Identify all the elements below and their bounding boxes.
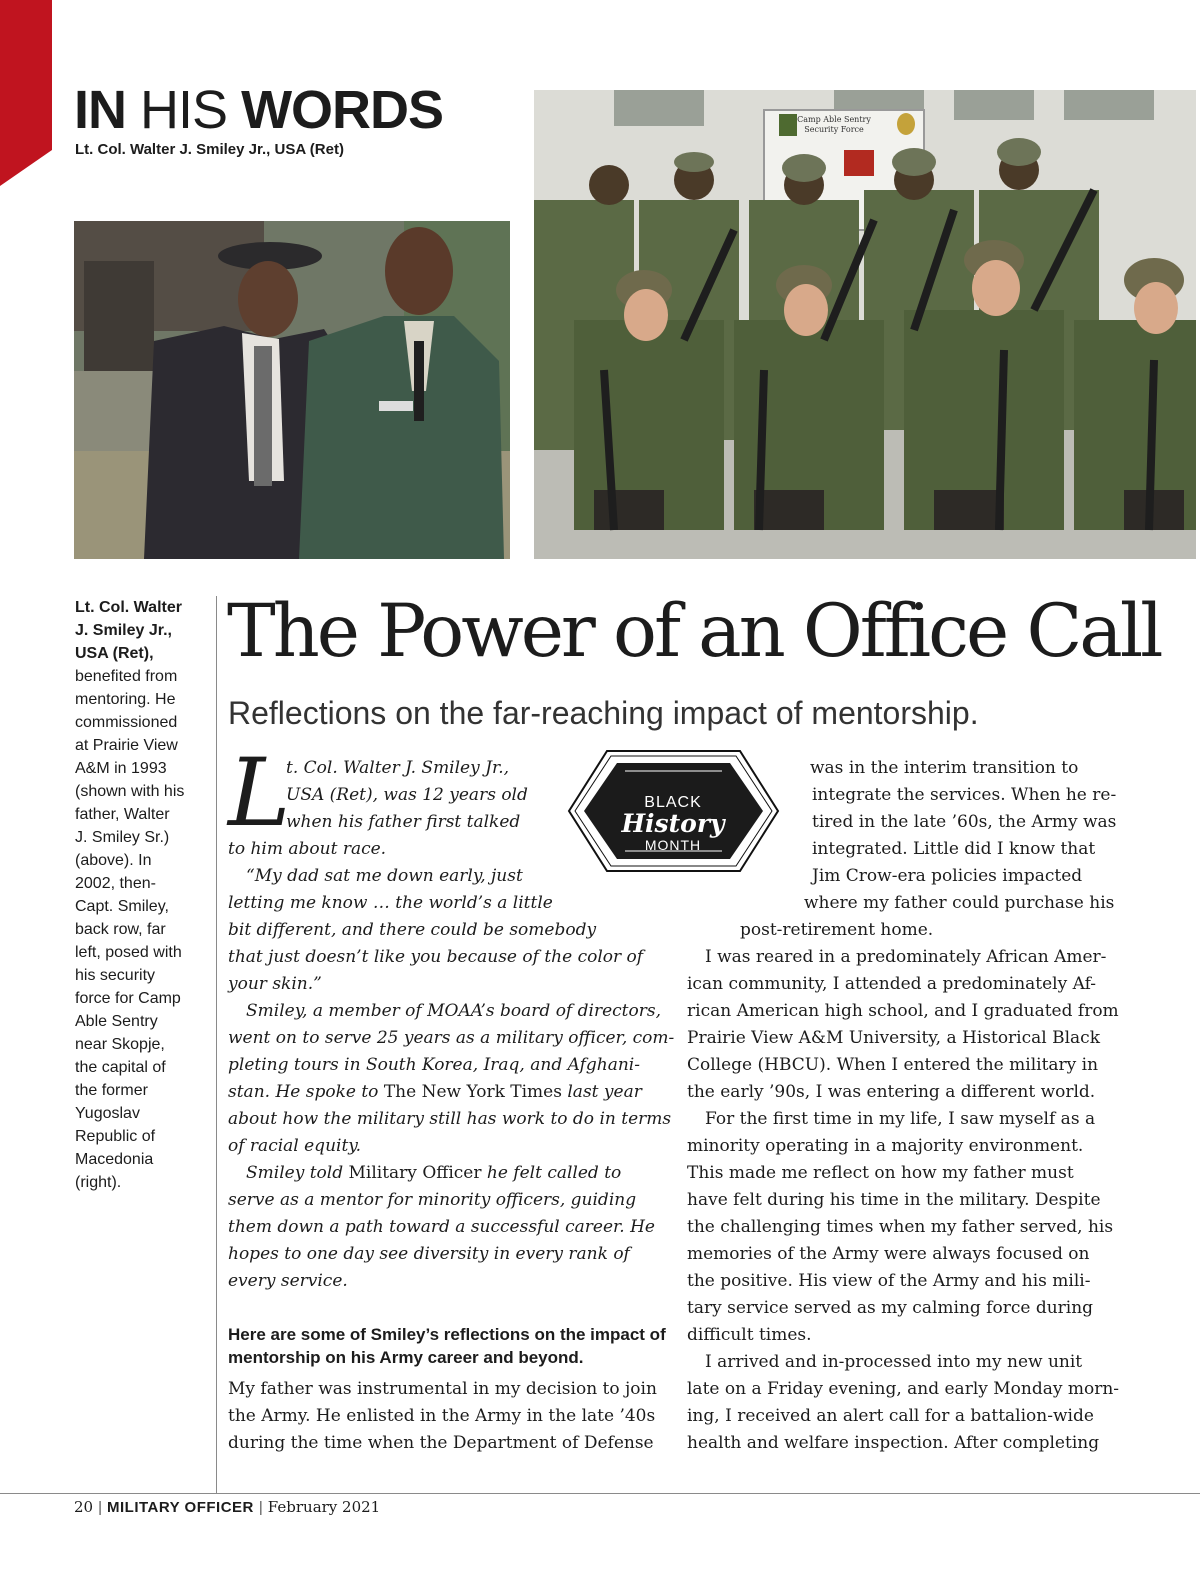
text-line: ing, I received an alert call for a battalion-wide — [687, 1406, 1094, 1426]
caption-line: Yugoslav — [75, 1105, 140, 1122]
caption-line: mentoring. He — [75, 691, 176, 708]
text-line: that just doesn’t like you because of the color of — [228, 947, 644, 967]
text-line: the challenging times when my father served, his — [687, 1217, 1114, 1237]
text-line: health and welfare inspection. After completing — [687, 1433, 1100, 1453]
caption-line: the capital of — [75, 1059, 166, 1076]
text-line: them down a path toward a successful career. He — [228, 1217, 655, 1237]
caption-line: back row, far — [75, 921, 166, 938]
caption-line: Capt. Smiley, — [75, 898, 169, 915]
text-line: bit different, and there could be somebody — [228, 920, 597, 940]
caption-line: A&M in 1993 — [75, 760, 167, 777]
caption-line: Able Sentry — [75, 1013, 158, 1030]
text-line: integrated. Little did I know that — [812, 839, 1096, 859]
caption-line: near Skopje, — [75, 1036, 165, 1053]
caption-bold-line: USA (Ret), — [75, 645, 154, 662]
black-history-month-badge — [567, 749, 780, 873]
caption-line: Republic of — [75, 1128, 156, 1145]
text-line: about how the military still has work to do in terms — [228, 1109, 672, 1129]
text-line: hopes to one day see diversity in every rank of — [228, 1244, 630, 1264]
caption-line: benefited from — [75, 668, 178, 685]
caption-bold-line: Lt. Col. Walter — [75, 599, 182, 616]
text-line: This made me reflect on how my father must — [687, 1163, 1074, 1183]
caption-line: 2002, then- — [75, 875, 156, 892]
text-line: your skin.” — [228, 974, 322, 994]
text-line: For the first time in my life, I saw myself as a — [705, 1109, 1096, 1129]
publication-name: Military Officer — [348, 1163, 482, 1183]
badge-line-black: BLACK — [644, 794, 702, 811]
text-line: difficult times. — [687, 1325, 812, 1345]
section-subhead: Here are some of Smiley’s reflections on the impact of mentorship on his Army career and beyond. — [228, 1325, 666, 1367]
text-line: Smiley told Military Officer he felt called to — [246, 1163, 622, 1183]
text-line: tired in the late ’60s, the Army was — [812, 812, 1117, 832]
text-line: Jim Crow-era policies impacted — [812, 866, 1083, 886]
text-line: to him about race. — [228, 839, 387, 859]
magazine-name: MILITARY OFFICER — [107, 1499, 254, 1516]
department-subtitle: Lt. Col. Walter J. Smiley Jr., USA (Ret) — [75, 141, 344, 158]
text-line: t. Col. Walter J. Smiley Jr., — [286, 758, 510, 778]
text-line: tary service served as my calming force during — [687, 1298, 1094, 1318]
page-number: 20 — [74, 1498, 94, 1516]
svg-text:Security Force: Security Force — [804, 125, 864, 134]
issue-date: February 2021 — [267, 1498, 381, 1516]
text-line: during the time when the Department of Defense — [228, 1433, 654, 1453]
caption-line: (above). In — [75, 852, 152, 869]
text-line: “My dad sat me down early, just — [246, 866, 523, 886]
text-line: Smiley, a member of MOAA’s board of directors, — [246, 1001, 661, 1021]
text-line: College (HBCU). When I entered the military in — [687, 1055, 1099, 1075]
text-line: Prairie View A&M University, a Historical Black — [687, 1028, 1101, 1048]
text-line: memories of the Army were always focused on — [687, 1244, 1090, 1264]
caption-line: father, Walter — [75, 806, 170, 823]
text-line: when his father first talked — [286, 812, 521, 832]
text-line: ican community, I attended a predominately Af- — [687, 974, 1097, 994]
text-line: integrate the services. When he re- — [812, 785, 1117, 805]
text-line: rican American high school, and I graduated from — [687, 1001, 1119, 1021]
red-corner-tab — [0, 0, 52, 186]
caption-line: (right). — [75, 1174, 122, 1191]
caption-line: the former — [75, 1082, 148, 1099]
text-line: went on to serve 25 years as a military officer, com- — [228, 1028, 675, 1048]
caption-line: Macedonia — [75, 1151, 154, 1168]
svg-text:Camp Able Sentry: Camp Able Sentry — [797, 115, 871, 124]
text-line: every service. — [228, 1271, 348, 1291]
text-line: serve as a mentor for minority officers, guiding — [228, 1190, 637, 1210]
text-line: stan. He spoke to The New York Times last year — [228, 1082, 642, 1102]
caption-line: at Prairie View — [75, 737, 178, 754]
text-line: post-retirement home. — [740, 920, 934, 940]
text-line: the early ’90s, I was entering a different world. — [687, 1082, 1096, 1102]
department-title: IN HIS WORDS — [74, 80, 444, 140]
text-line: have felt during his time in the military. Despite — [687, 1190, 1101, 1210]
caption-line: force for Camp — [75, 990, 181, 1007]
photo-security-force — [534, 90, 1196, 559]
caption-line: commissioned — [75, 714, 178, 731]
badge-line-month: MONTH — [644, 837, 702, 853]
caption-line: (shown with his — [75, 783, 185, 800]
text-line: My father was instrumental in my decision to join — [228, 1379, 657, 1399]
text-line: USA (Ret), was 12 years old — [286, 785, 528, 805]
text-line: the positive. His view of the Army and his mili- — [687, 1271, 1091, 1291]
text-line: I was reared in a predominately African Amer- — [705, 947, 1107, 967]
badge-line-history: History — [621, 809, 725, 838]
text-line: of racial equity. — [228, 1136, 362, 1156]
text-line: was in the interim transition to — [810, 758, 1079, 778]
caption-line: J. Smiley Sr.) — [75, 829, 170, 846]
page-folio: 20 | MILITARY OFFICER | February 2021 — [74, 1498, 381, 1516]
text-line: the Army. He enlisted in the Army in the late ’40s — [228, 1406, 656, 1426]
caption-bold-line: J. Smiley Jr., — [75, 622, 172, 639]
article-column-1-continued — [228, 1376, 672, 1457]
text-line: letting me know … the world’s a little — [228, 893, 553, 913]
text-line: late on a Friday evening, and early Monday morn- — [687, 1379, 1120, 1399]
drop-cap: L — [228, 739, 291, 848]
caption-line: left, posed with — [75, 944, 182, 961]
article-dek: Reflections on the far-reaching impact of mentorship. — [228, 695, 979, 731]
photo-father-son — [74, 221, 510, 559]
footer-rule — [0, 1493, 1200, 1494]
text-line: where my father could purchase his — [804, 893, 1115, 913]
text-line: pleting tours in South Korea, Iraq, and Afghani- — [228, 1055, 640, 1075]
column-divider — [216, 596, 217, 1493]
text-line: minority operating in a majority environment. — [687, 1136, 1084, 1156]
photo-caption — [75, 596, 203, 1194]
article-title: The Power of an Office Call — [227, 589, 1161, 674]
text-line: I arrived and in-processed into my new unit — [705, 1352, 1083, 1372]
publication-name: The New York Times — [383, 1082, 562, 1102]
caption-line: his security — [75, 967, 156, 984]
